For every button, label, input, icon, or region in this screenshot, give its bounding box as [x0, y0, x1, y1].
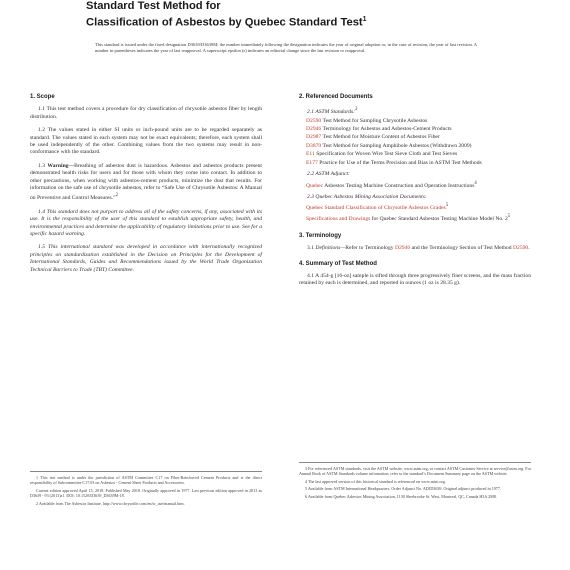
- terminology-link-d2590[interactable]: D2590: [513, 245, 529, 252]
- title-line-2: [86, 13, 486, 30]
- astm-standards-sup: 3: [355, 107, 358, 113]
- reference-code-link[interactable]: E11: [306, 151, 315, 158]
- left-column: [30, 94, 262, 280]
- qama-num: 2.3: [307, 193, 314, 200]
- reference-text: Test Method for Moisture Content of Asbestos Fiber: [322, 134, 440, 141]
- scope-p3: [30, 163, 262, 203]
- qama-link[interactable]: Specifications and Drawings: [306, 216, 371, 223]
- preamble: This standard is issued under the fixed designation D3639/D3639M; the number immediately following the designation indicates the year of original adoption or, in the case of revision, the year of last revision. A number in parentheses indicates the year of last reapproval. A superscript epsilon (ε) indicates an editorial change since the last revision or reapproval.: [95, 42, 477, 53]
- scope-p5: 1.5 This international standard was developed in accordance with internationally recognized principles on standardization established in the Decision on Principles for the Development of International Standards, Guides and Recommendations issued by the World Trade Organization Technical Barriers to Trade (TBT) Committee.: [30, 244, 262, 273]
- footnote-5: 5 Available from ASTM International Headquarters. Order Adjunct No. ADJD3639. Original adjunct produced in 1977.: [305, 486, 501, 492]
- terminology-link-d2946[interactable]: D2946: [394, 245, 411, 252]
- reference-text: Practice for Use of the Terms Precision and Bias in ASTM Test Methods: [319, 159, 482, 166]
- adjunct-title: ASTM Adjunct:: [315, 171, 350, 178]
- summary-heading: 4. Summary of Test Method: [299, 260, 377, 267]
- terminology-text-b: and the Terminology Section of Test Method: [411, 245, 512, 252]
- qama-sup: 5: [507, 214, 511, 220]
- astm-standards-label: [307, 106, 531, 116]
- reference-text: Specification for Woven Wire Test Sieve Cloth and Test Sieves: [316, 151, 458, 158]
- reference-code-link[interactable]: D2987: [306, 134, 322, 141]
- reference-text: Test Method for Sampling Chrysotile Asbestos: [322, 117, 428, 124]
- terminology-p1: [299, 245, 531, 252]
- reference-item: [299, 160, 531, 167]
- reference-item: [299, 151, 531, 158]
- scope-p3-warning: Warning—: [47, 162, 75, 169]
- footnote-2: 2 Available from The Asbestos Institute, http://www.chrysotile.com/en/sr_use/manual.htm.: [36, 500, 185, 506]
- reference-code-link[interactable]: D2590: [306, 117, 322, 124]
- scope-heading: 1. Scope: [30, 94, 55, 100]
- adjunct-text: Asbestos Testing Machine Construction and Operation Instructions: [324, 182, 475, 189]
- qama-item: [299, 202, 531, 212]
- references-heading: 2. Referenced Documents: [299, 94, 373, 100]
- qama-sup: 5: [445, 203, 449, 209]
- qama-label: [307, 194, 531, 201]
- qama-link[interactable]: Quebec Standard Classification of Chrysotile Asbestos Grades: [306, 205, 446, 212]
- reference-item: [299, 118, 531, 125]
- left-footnotes: [30, 471, 262, 508]
- astm-standards-title: ASTM Standards:: [315, 109, 356, 116]
- terminology-text-a: Refer to Terminology: [345, 245, 394, 252]
- reference-code-link[interactable]: D3879: [306, 142, 322, 149]
- right-footnotes: [299, 462, 531, 501]
- scope-p3-sup: 2: [115, 193, 118, 199]
- scope-p2: 1.2 The values stated in either SI units or inch-pound units are to be regarded separately as standard. The values stated in each system may not be exact equivalents; therefore, each system shall be used independently of the other. Combining values from the two systems may result in non-conformance with the standard.: [30, 127, 262, 156]
- qama-title: Quebec Asbestos Mining Association Documents:: [315, 193, 427, 200]
- qama-text: for Quebec Standard Asbestos Testing Machine Model No. 2: [371, 216, 508, 223]
- adjunct-sup: 4: [474, 180, 477, 186]
- scope-p1: 1.1 This test method covers a procedure for dry classification of chrysotile asbestos fiber by length distribution.: [30, 106, 262, 120]
- terminology-heading: 3. Terminology: [299, 232, 342, 239]
- title-footnote-mark: 1: [362, 16, 367, 23]
- adjunct-link[interactable]: Quebec: [306, 182, 324, 189]
- reference-text: Test Method for Sampling Amphibole Asbestos (Withdrawn 2009): [322, 142, 472, 149]
- reference-code-link[interactable]: E177: [306, 159, 318, 166]
- scope-p3-num: 1.3: [38, 162, 45, 169]
- reference-code-link[interactable]: D2946: [306, 126, 322, 133]
- adjunct-label: [307, 171, 531, 178]
- title-block: [86, 0, 486, 30]
- footnote-3: 3 For referenced ASTM standards, visit the ASTM website, www.astm.org, or contact ASTM Customer Service at service@astm.org. For Annual Book of ASTM Standards volume information, refer to the standard’s Document Summary page on the ASTM website.: [299, 466, 531, 477]
- scope-p3-text: Breathing of asbestos dust is hazardous. Asbestos and asbestos products present demonstrated health risks for users and for those with whom they come into contact. In addition to other precautions, when working with asbestos-cement products, minimize the dust that results. For information on the safe use of chrysotile asbestos, refer to “Safe Use of Chrysotile Asbestos: A Manual on Preventive and Control Measures.”: [30, 162, 262, 202]
- reference-item: [299, 134, 531, 141]
- reference-item: [299, 143, 531, 150]
- terminology-text-c: .: [528, 245, 530, 252]
- summary-p1: 4.1 A 454-g [16-oz] sample is sifted through three progressively finer screens, and the mass fraction retained by each is determined, and reported in ounces (1 oz is 28.35 g).: [299, 272, 531, 287]
- astm-standards-num: 2.1: [307, 109, 314, 116]
- qama-item: [299, 213, 531, 223]
- scope-p4: 1.4 This standard does not purport to address all of the safety concerns, if any, associated with its use. It is the responsibility of the user of this standard to establish appropriate safety, health, and environmental practices and determine the applicability of regulatory limitations prior to use. See for a specific hazard warning.: [30, 208, 262, 237]
- title-line-1: Standard Test Method for: [86, 0, 221, 12]
- title-line-2-text: Classification of Asbestos by Quebec Standard Test: [86, 16, 363, 29]
- reference-text: Terminology for Asbestos and Asbestos-Cement Products: [322, 126, 452, 133]
- adjunct-num: 2.2: [307, 171, 314, 178]
- reference-item: [299, 126, 531, 133]
- adjunct-item: [299, 180, 531, 190]
- footnote-edition: Current edition approved April 15, 2018. Published May 2018. Originally approved in 1977. Last previous edition approved in 2013 as D3639 - 93 (2013)ε1. DOI: 10.1520/D3639_D3639M-18.: [30, 487, 262, 499]
- footnote-6: 6 Available from Quebec Asbestos Mining Association, 1130 Sherbrooke St. West, Montreal, QC, Canada H3A 2M8.: [305, 493, 497, 499]
- footnote-4: 4 The last approved version of this historical standard is referenced on www.astm.org.: [305, 478, 446, 484]
- terminology-num: 3.1: [307, 245, 314, 252]
- terminology-definitions: Definitions—: [315, 245, 346, 252]
- footnote-1: 1 This test method is under the jurisdiction of ASTM Committee C17 on Fiber-Reinforced Cement Products and is the direct responsibility of Subcommittee C17.03 on Asbestos - Cement Sheet Products and Accessories.: [30, 475, 262, 486]
- right-column: [299, 94, 531, 294]
